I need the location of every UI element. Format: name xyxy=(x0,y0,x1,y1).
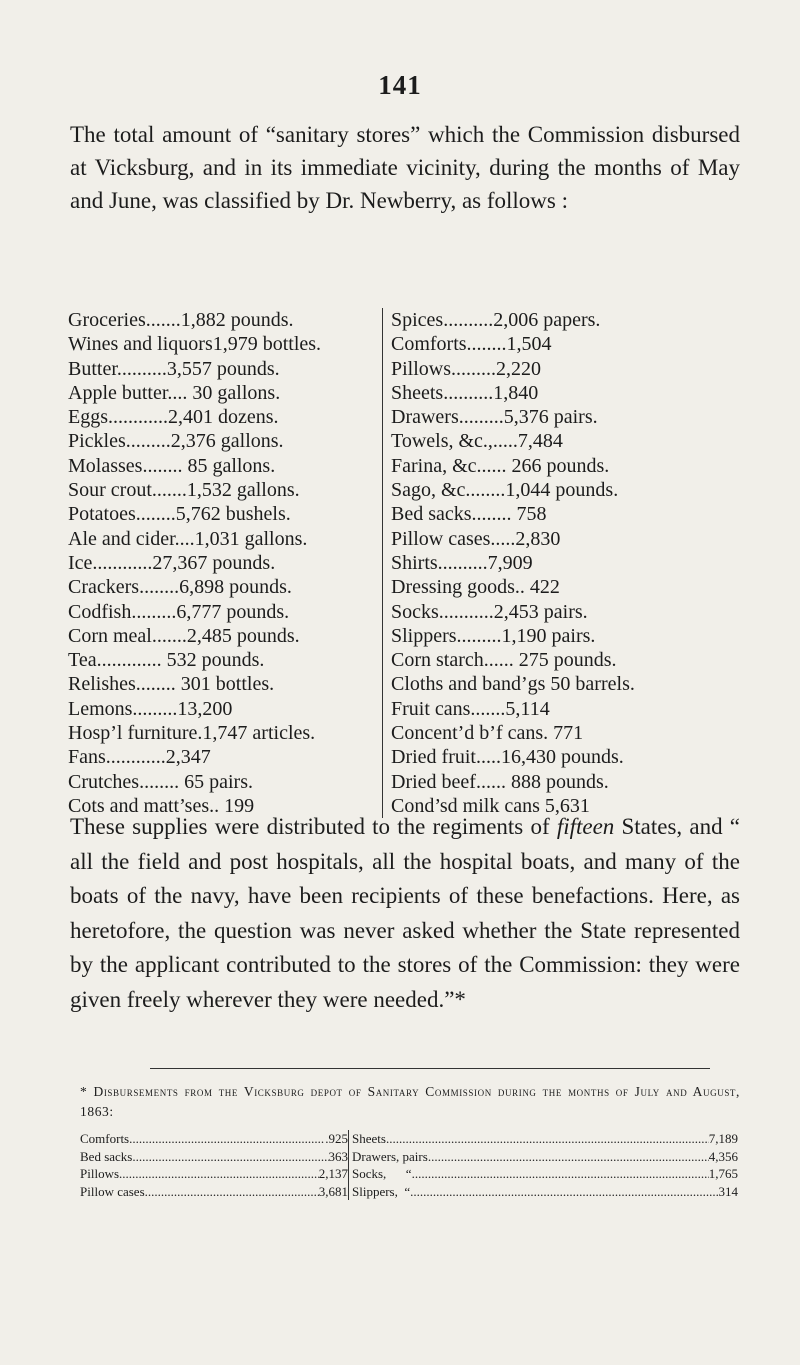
footnote-column-left xyxy=(80,1130,349,1200)
supply-row: Pickles.........2,376 gallons. xyxy=(68,430,284,453)
supply-row: Farina, &c...... 266 pounds. xyxy=(391,454,610,477)
footnote-row: Pillows ..... 2,137 xyxy=(80,1165,348,1183)
footnote-row: Bed sacks ..... 363 xyxy=(80,1148,348,1166)
supply-row: Cond’sd milk cans 5,631 xyxy=(391,794,590,817)
supply-row: Cots and matt’ses.. 199 xyxy=(68,794,255,817)
footnote-row: Comforts ..... .925 xyxy=(80,1130,348,1148)
supply-row: Eggs............2,401 dozens. xyxy=(68,406,279,429)
supply-row: Relishes........ 301 bottles. xyxy=(68,673,275,696)
footnote-row: Sheets ..... 7,189 xyxy=(352,1130,738,1148)
supply-row: Sheets..........1,840 xyxy=(391,381,539,404)
closing-emphasis: fifteen xyxy=(556,814,615,839)
supply-row: Concent’d b’f cans. 771 xyxy=(391,722,584,745)
supply-row: Fruit cans.......5,114 xyxy=(391,697,550,720)
supply-row: Towels, &c.,.....7,484 xyxy=(391,430,563,453)
supply-row: Comforts........1,504 xyxy=(391,333,552,356)
supply-row: Molasses........ 85 gallons. xyxy=(68,454,276,477)
supply-row: Fans............2,347 xyxy=(68,746,211,769)
footnote-row: Slippers, “ ..... 314 xyxy=(352,1183,738,1201)
supply-row: Dried fruit.....16,430 pounds. xyxy=(391,746,624,769)
supply-row: Tea............. 532 pounds. xyxy=(68,649,265,672)
supply-row: Potatoes........5,762 bushels. xyxy=(68,503,291,526)
supply-row: Corn meal.......2,485 pounds. xyxy=(68,624,300,647)
supply-row: Crackers........6,898 pounds. xyxy=(68,576,292,599)
supply-row: Codfish.........6,777 pounds. xyxy=(68,600,290,623)
footnote-row: Pillow cases ..... 3,681 xyxy=(80,1183,348,1201)
footnote-table xyxy=(80,1130,740,1200)
footnote-column-right xyxy=(349,1130,738,1200)
supply-column-right xyxy=(383,308,635,818)
footnote-row: Drawers, pairs ..... 4,356 xyxy=(352,1148,738,1166)
supply-column-left xyxy=(68,308,383,818)
footnote xyxy=(80,1082,740,1200)
supply-row: Groceries.......1,882 pounds. xyxy=(68,309,294,331)
supply-row: Sago, &c........1,044 pounds. xyxy=(391,479,619,502)
page-number: 141 xyxy=(378,70,422,100)
supply-row: Wines and liquors1,979 bottles. xyxy=(68,333,322,356)
supply-table xyxy=(68,308,743,818)
closing-text-before: These supplies were distributed to the regiments of xyxy=(70,814,557,839)
supply-row: Bed sacks........ 758 xyxy=(391,503,547,526)
supply-row: Hosp’l furniture.1,747 articles. xyxy=(68,722,316,745)
supply-row: Drawers.........5,376 pairs. xyxy=(391,406,598,429)
supply-row: Slippers.........1,190 pairs. xyxy=(391,624,596,647)
supply-row: Socks...........2,453 pairs. xyxy=(391,600,588,623)
supply-row: Butter..........3,557 pounds. xyxy=(68,357,280,380)
supply-row: Sour crout.......1,532 gallons. xyxy=(68,479,300,502)
supply-row: Dried beef...... 888 pounds. xyxy=(391,770,609,793)
footnote-heading: * Disbursements from the Vicksburg depot of Sanitary Commission during the months of July and August, 1863: xyxy=(80,1084,740,1119)
supply-row: Crutches........ 65 pairs. xyxy=(68,770,253,793)
supply-row: Ice............27,367 pounds. xyxy=(68,551,276,574)
supply-row: Spices..........2,006 papers. xyxy=(391,309,601,331)
closing-paragraph xyxy=(70,810,740,1017)
supply-row: Dressing goods.. 422 xyxy=(391,576,560,599)
supply-row: Corn starch...... 275 pounds. xyxy=(391,649,617,672)
closing-text-after: States, and “ all the field and post hospitals, all the hospital boats, and many of the boats of the navy, have been recipients of these benefactions. Here, as heretofore, the question was never asked whether the State represented by the applicant contributed to the stores of the Commission: they were given freely wherever they were needed.”* xyxy=(70,814,740,1012)
footnote-divider xyxy=(150,1068,710,1069)
supply-row: Ale and cider....1,031 gallons. xyxy=(68,527,308,550)
supply-row: Pillows.........2,220 xyxy=(391,357,542,380)
supply-row: Lemons.........13,200 xyxy=(68,697,233,720)
intro-paragraph: The total amount of “sanitary stores” which the Commission disbursed at Vicksburg, and in its immediate vicinity, during the months of May and June, was classified by Dr. Newberry, as follows : xyxy=(70,122,740,213)
supply-row: Shirts..........7,909 xyxy=(391,551,533,574)
supply-row: Apple butter.... 30 gallons. xyxy=(68,381,281,404)
footnote-row: Socks, “ ..... 1,765 xyxy=(352,1165,738,1183)
supply-row: Cloths and band’gs 50 barrels. xyxy=(391,673,635,696)
supply-row: Pillow cases.....2,830 xyxy=(391,527,561,550)
